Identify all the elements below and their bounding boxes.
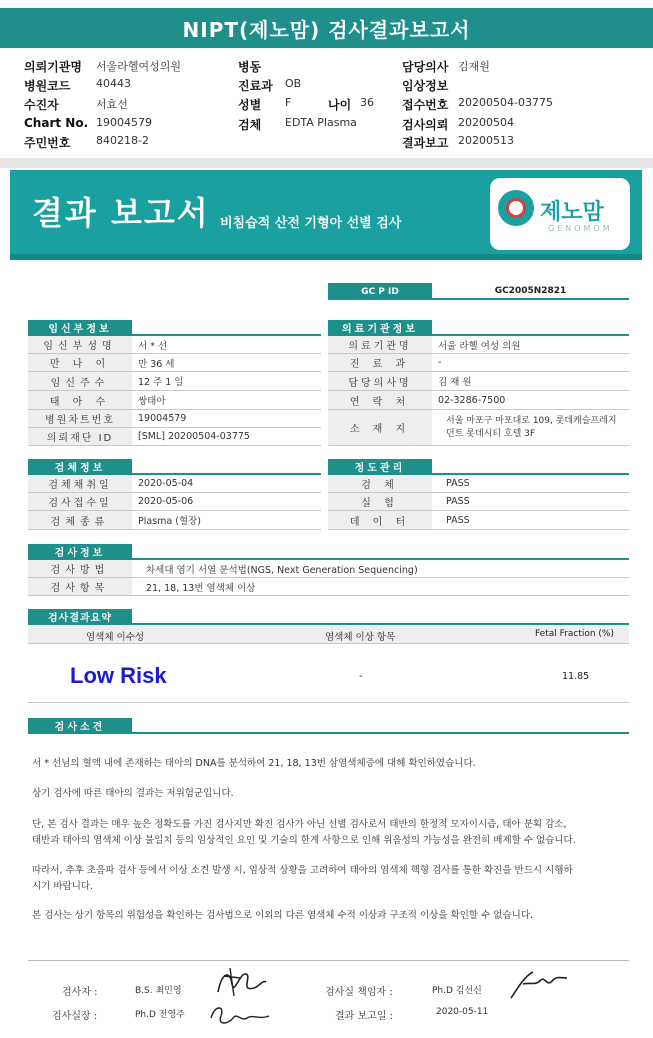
fetal-fraction-value: 11.85 bbox=[562, 671, 590, 682]
logo-text: 제노맘 bbox=[540, 200, 604, 225]
findings-paragraph: 단, 본 검사 결과는 매우 높은 정확도를 가진 검사지만 확진 검사가 아닌 선별 검사로서 태반의 한정적 모자이시즘, 태아 분획 감소, bbox=[32, 819, 567, 830]
row-value: 2020-05-04 bbox=[132, 475, 321, 493]
row-label: 진 료 과 bbox=[328, 354, 432, 372]
report-date-label: 결과 보고일 : bbox=[335, 1011, 394, 1022]
age-value: 36 bbox=[360, 96, 374, 109]
row-label: 병원차트번호 bbox=[28, 410, 132, 428]
header-key: Chart No. bbox=[24, 116, 89, 130]
report-date: 2020-05-11 bbox=[436, 1007, 489, 1017]
row-label: 검체채취일 bbox=[28, 475, 132, 493]
row-value: 12 주 1 일 bbox=[132, 372, 321, 391]
findings-paragraph: 따라서, 추후 초음파 검사 등에서 이상 소견 발생 시, 임상적 상황을 고려하여 태아의 염색체 핵형 검사를 통한 확진을 반드시 시행하 bbox=[32, 865, 573, 876]
tester-signature-icon bbox=[210, 962, 270, 1004]
header-key: 병동 bbox=[238, 60, 262, 74]
director-signature-icon bbox=[205, 1000, 275, 1030]
divider-band bbox=[0, 158, 653, 168]
responsible-label: 검사실 책임자 : bbox=[325, 987, 393, 998]
header-key: 결과보고 bbox=[402, 136, 449, 150]
row-value: 21, 18, 13번 염색체 이상 bbox=[132, 578, 629, 596]
row-label: 데 이 터 bbox=[328, 511, 432, 530]
header-key: 주민번호 bbox=[24, 136, 71, 150]
header-key: 수진자 bbox=[24, 98, 59, 112]
section-institution-info: 의료기관정보 bbox=[328, 320, 432, 334]
result-bottom-line bbox=[28, 702, 629, 703]
director-name: Ph.D 전영주 bbox=[135, 1010, 185, 1020]
header-key: 담당의사 bbox=[402, 60, 449, 74]
header-value: F bbox=[285, 96, 292, 109]
row-label: 임신부성명 bbox=[28, 336, 132, 354]
row-label: 의뢰재단 ID bbox=[28, 428, 132, 446]
col-abnormal-items: 염색체 이상 항목 bbox=[325, 632, 396, 643]
header-value: OB bbox=[285, 77, 302, 90]
header-value: 20200504 bbox=[458, 116, 514, 129]
tester-label: 검사자 : bbox=[62, 987, 98, 998]
banner-subtitle: 비침습적 산전 기형아 선별 검사 bbox=[220, 216, 402, 231]
abnormal-result: - bbox=[359, 671, 363, 682]
row-label: 연 락 처 bbox=[328, 391, 432, 410]
header-key: 검체 bbox=[238, 118, 262, 132]
findings-paragraph: 상기 검사에 따른 태아의 결과는 저위험군입니다. bbox=[32, 788, 234, 799]
row-value: 차세대 염기 서열 분석법(NGS, Next Generation Sequencing) bbox=[132, 560, 629, 578]
row-value: PASS bbox=[432, 475, 629, 493]
row-label: 담당의사명 bbox=[328, 372, 432, 391]
logo-subtext: GENOMOM bbox=[548, 224, 613, 233]
findings-paragraph: 본 검사는 상기 항목의 위험성을 확인하는 검사법으로 이외의 다른 염색체 수적 이상과 구조적 이상을 확인할 수 없습니다. bbox=[32, 910, 534, 921]
section-findings: 검사소견 bbox=[28, 718, 132, 732]
findings-paragraph: 태반과 태아의 염색체 이상 불일치 등의 임상적인 요인 및 기술의 한계 사항으로 인해 위음성의 가능성을 완전히 배제할 수 없습니다. bbox=[32, 835, 576, 846]
col-aneuploidy: 염색체 이수성 bbox=[86, 632, 145, 643]
header-value: EDTA Plasma bbox=[285, 116, 357, 129]
director-label: 검사실장 : bbox=[52, 1011, 98, 1022]
header-value: 서울라헬여성의원 bbox=[96, 60, 182, 73]
row-label: 검사방법 bbox=[28, 560, 132, 578]
row-value: 02-3286-7500 bbox=[432, 391, 629, 410]
row-label: 만 나 이 bbox=[28, 354, 132, 372]
section-specimen-info: 검체정보 bbox=[28, 459, 132, 473]
header-key: 검사의뢰 bbox=[402, 118, 449, 132]
address-value bbox=[432, 410, 629, 446]
banner-title: 결과 보고서 bbox=[32, 194, 210, 232]
header-value: 20200504-03775 bbox=[458, 96, 553, 109]
row-value: 만 36 세 bbox=[132, 354, 321, 372]
row-value: 19004579 bbox=[132, 410, 321, 428]
row-value: 서울 라헬 여성 의원 bbox=[432, 336, 629, 354]
row-value: - bbox=[432, 354, 629, 372]
header-value: 19004579 bbox=[96, 116, 152, 129]
header-key: 성별 bbox=[238, 98, 262, 112]
risk-result: Low Risk bbox=[70, 663, 167, 688]
row-label: 실 험 bbox=[328, 493, 432, 511]
header-value: 20200513 bbox=[458, 134, 514, 147]
findings-paragraph: 서 * 선님의 혈액 내에 존재하는 태아의 DNA를 분석하여 21, 18, 13번 삼염색체증에 대해 확인하였습니다. bbox=[32, 758, 476, 769]
row-value: Plasma (혈장) bbox=[132, 511, 321, 530]
row-value: PASS bbox=[432, 511, 629, 530]
row-label: 태 아 수 bbox=[28, 391, 132, 410]
header-key: 진료과 bbox=[238, 79, 273, 93]
gcpid-label: GC P ID bbox=[328, 283, 432, 300]
gcpid-value: GC2005N2821 bbox=[432, 283, 629, 300]
row-value: [SML] 20200504-03775 bbox=[132, 428, 321, 446]
row-label: 임신주수 bbox=[28, 372, 132, 391]
section-line bbox=[28, 732, 629, 734]
header-value: 서효선 bbox=[96, 98, 128, 111]
address-line: 서울 마포구 마포대로 109, 롯데캐슬프레지 bbox=[446, 416, 617, 426]
header-value: 김재원 bbox=[458, 60, 490, 73]
row-label: 소 재 지 bbox=[328, 410, 432, 446]
age-label: 나이 bbox=[328, 98, 352, 112]
row-value: 김 재 원 bbox=[432, 372, 629, 391]
row-value: PASS bbox=[432, 493, 629, 511]
banner-stripe bbox=[10, 254, 642, 260]
address-line: 던트 롯데시티 호텔 3F bbox=[446, 429, 536, 439]
header-value: 840218-2 bbox=[96, 134, 149, 147]
row-label: 검 체 bbox=[328, 475, 432, 493]
header-key: 의뢰기관명 bbox=[24, 60, 82, 74]
section-pregnant-info: 임신부정보 bbox=[28, 320, 132, 334]
tester-name: B.S. 최민영 bbox=[135, 986, 182, 996]
header-key: 접수번호 bbox=[402, 98, 449, 112]
findings-paragraph: 시기 바랍니다. bbox=[32, 881, 94, 892]
section-test-info: 검사정보 bbox=[28, 544, 132, 558]
row-value: 서 * 선 bbox=[132, 336, 321, 354]
section-qc: 정도관리 bbox=[328, 459, 432, 473]
header-key: 병원코드 bbox=[24, 79, 71, 93]
row-label: 검체종류 bbox=[28, 511, 132, 530]
responsible-signature-icon bbox=[505, 966, 571, 1004]
header-value: 40443 bbox=[96, 77, 131, 90]
section-result-summary: 검사결과요약 bbox=[28, 609, 132, 623]
row-label: 의료기관명 bbox=[328, 336, 432, 354]
signature-divider bbox=[28, 960, 629, 961]
logo-mark-inner-icon bbox=[506, 198, 526, 218]
row-label: 검사항목 bbox=[28, 578, 132, 596]
responsible-name: Ph.D 김선신 bbox=[432, 986, 482, 996]
col-fetal-fraction: Fetal Fraction (%) bbox=[535, 629, 614, 639]
row-value: 쌍태아 bbox=[132, 391, 321, 410]
row-label: 검사접수일 bbox=[28, 493, 132, 511]
report-title: NIPT(제노맘) 검사결과보고서 bbox=[0, 8, 653, 48]
row-value: 2020-05-06 bbox=[132, 493, 321, 511]
header-key: 임상정보 bbox=[402, 79, 449, 93]
